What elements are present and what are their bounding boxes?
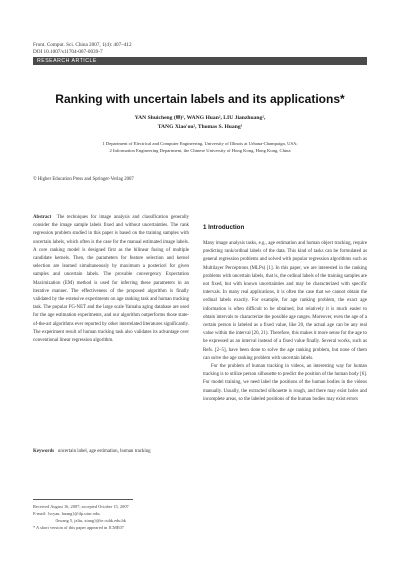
authors-line-2: TANG Xiao'ou², Thomas S. Huang¹ (157, 124, 243, 130)
affiliations (33, 141, 367, 154)
email-line-1: E-mail: {scyan, huang}@ifp.uiuc.edu, (33, 511, 101, 516)
keywords (33, 448, 189, 456)
journal-doi: DOI 10.1007/s11704-007-0039-7 (33, 49, 103, 55)
journal-citation: Front. Comput. Sci. China 2007, 1(4): 407–412 (33, 42, 132, 48)
email-line-2: {hwang 5, jzliu, xtang}@ie.cuhk.edu.hk (55, 518, 126, 523)
section-heading-introduction: 1 Introduction (203, 224, 245, 231)
keywords-label: Keywords (33, 449, 55, 454)
keywords-text: uncertain label, age estimation, human tracking (57, 449, 151, 454)
abstract-text: The techniques for image analysis and classification generally consider the image sample labels fixed and without uncertainties. The rank regression problem studied in this paper is based on the training samples with uncertain labels, which often is the case for the manual estimated image labels. A core ranking model is designed first as the bilinear fusing of multiple candidate kernels. Then, the parameters for feature selection and kernel selection are learned simultaneously by maximum a posteriori for given samples and uncertain labels. The provable convergency Expectation Maximization (EM) method is used for inferring these parameters in an iterative manner. The effectiveness of the proposed algorithm is finally validated by the extensive experiments on age ranking task and human tracking task. The popular FG-NET and the large scale Yamaha aging database are used for the age estimation experiments, and our algorithm outperforms those state-of-the-art algorithms ever reported by other interrelated literatures significantly. The experiment result of human tracking task also validates its advantage over conventional linear regression algorithm. (33, 215, 189, 344)
intro-paragraph-1: Many image analysis tasks, e.g., age estimation and human object tracking, require predicting rank/ordinal labels of the data. This kind of tasks can be formulated as general regression problems and solved with popular regression algorithms such as Multilayer Perceptrons (MLPs) [1]. In this paper, we are interested in the ranking problems with uncertain labels, that is, the ordinal labels of the training samples are not fixed, but with known uncertainties and may be characterized with specific intervals. In many real applications, it is often the case that we cannot obtain the ordinal labels exactly. For example, for age ranking problem, the exact age information is often difficult to be obtained, but relatively it is much easier to obtain intervals to characterize the possible age ranges. Moreover, even the age of a certain person is labeled as a fixed value, like 20, the actual age can be any real value within the interval [20, 21). Therefore, this makes it more sense for the age to be expressed as an interval instead of a fixed value finally. Several works, such as Refs. [2–5], have been done to solve the age ranking problem, but none of them can solve the age ranking problem with uncertain labels. (203, 241, 367, 361)
intro-paragraph-2: For the problem of human tracking in videos, an interesting way for human tracking is to utilize person silhouette to predict the position of the human body [6]. For model training, we need label the positions of the human bodies in the videos manually. Usually, the extracted silhouette is rough, and there may exist holes and incomplete areas, so the labeled positions of the human bodies may exist errors (203, 364, 367, 402)
author-list (33, 114, 367, 132)
footnote-divider (33, 499, 133, 500)
introduction-body (203, 240, 367, 404)
journal-info (33, 42, 132, 56)
affiliation-1: 1 Department of Electrical and Computer Engineering, University of Illinois at Urbana-Champaign, USA; (102, 141, 298, 146)
authors-line-1: YAN Shuicheng (✉)¹, WANG Huan², LIU Jianzhuang², (134, 115, 266, 121)
copyright-notice: © Higher Education Press and Springer-Verlag 2007 (33, 177, 134, 182)
affiliation-2: 2 Information Engineering Department, the Chinese University of Hong Kong, Hong Kong, China (109, 147, 291, 153)
article-type-banner: RESEARCH ARTICLE (33, 57, 367, 65)
paper-title: Ranking with uncertain labels and its applications* (55, 92, 345, 106)
footnotes (33, 503, 189, 531)
abstract-label: Abstract (33, 215, 52, 220)
abstract (33, 214, 189, 345)
short-version-note: * A short version of this paper appeared in ICME07 (33, 525, 124, 530)
received-dates: Received August 16, 2007; accepted October 15, 2007 (33, 504, 129, 509)
